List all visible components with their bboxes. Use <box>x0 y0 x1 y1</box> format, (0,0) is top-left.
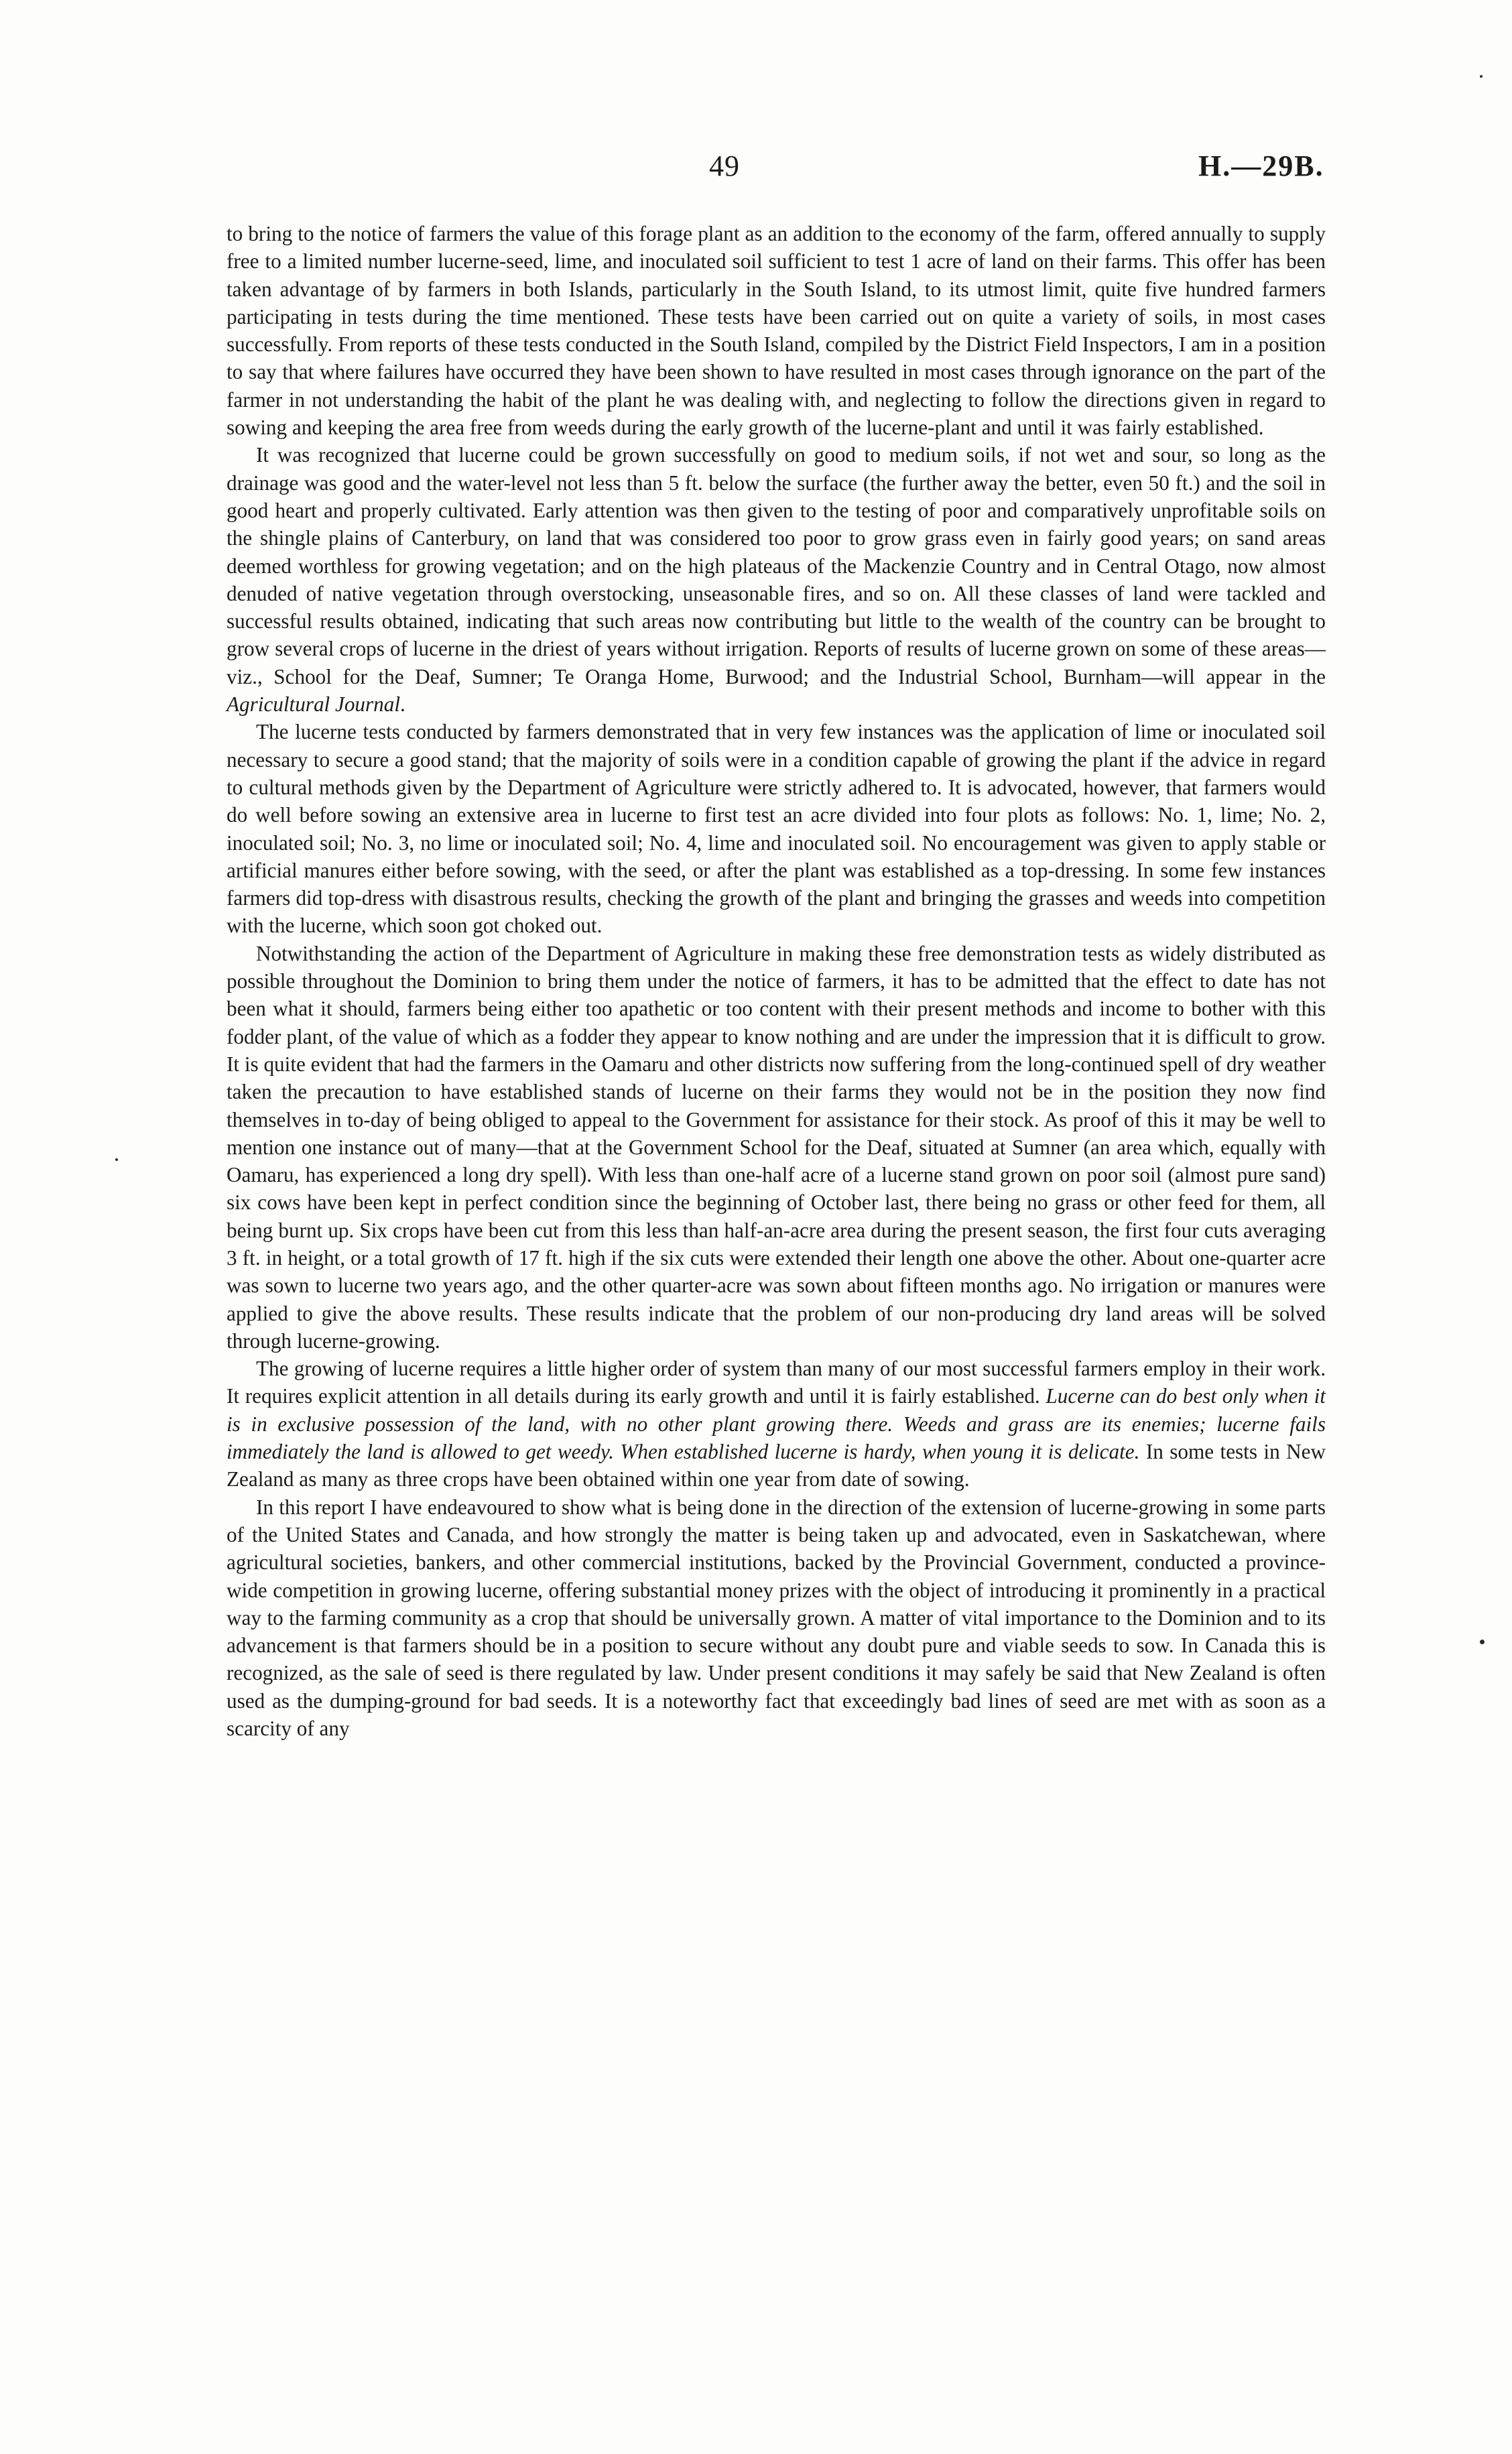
paragraph: It was recognized that lucerne could be grown successfully on good to medium soils, if not wet and sour, so long as the drainage was good and the water-level not less than 5 ft. below the surface (the further away the better, even 50 ft.) and the soil in good heart and properly cultivated. Early attention was then given to the testing of poor and comparatively unprofitable soils on the shingle plains of Canterbury, on land that was considered too poor to grow grass even in fairly good years; on sand areas deemed worthless for growing vegetation; and on the high plateaus of the Mackenzie Country and in Central Otago, now almost denuded of native vegetation through overstocking, unseasonable fires, and so on. All these classes of land were tackled and successful results obtained, indicating that such areas now contributing but little to the wealth of the country can be brought to grow several crops of lucerne in the driest of years without irrigation. Reports of results of lucerne grown on some of these areas—viz., School for the Deaf, Sumner; Te Oranga Home, Burwood; and the Industrial School, Burnham—will appear in the Agricultural Journal. <box>227 443 1326 717</box>
margin-speck <box>1480 1640 1485 1644</box>
page-header <box>0 149 1512 189</box>
paragraph: The growing of lucerne requires a little higher order of system than many of our most successful farmers employ in their work. It requires explicit attention in all details during its early growth and until it is fairly established. Lucerne can do best only when it is in exclusive possession of the land, with no other plant growing there. Weeds and grass are its enemies; lucerne fails immediately the land is allowed to get weedy. When established lucerne is hardy, when young it is delicate. In some tests in New Zealand as many as three crops have been obtained within one year from date of sowing. <box>227 1357 1326 1491</box>
journal-title: Agricultural Journal <box>227 692 401 717</box>
paragraph: The lucerne tests conducted by farmers demonstrated that in very few instances was the application of lime or inoculated soil necessary to secure a good stand; that the majority of soils were in a condition capable of growing the plant if the advice in regard to cultural methods given by the Department of Agriculture were strictly adhered to. It is advocated, however, that farmers would do well before sowing an extensive area in lucerne to first test an acre divided into four plots as follows: No. 1, lime; No. 2, inoculated soil; No. 3, no lime or inoculated soil; No. 4, lime and inoculated soil. No encouragement was given to apply stable or artificial manures either before sowing, with the seed, or after the plant was established as a top-dressing. In some few instances farmers did top-dress with disastrous results, checking the growth of the plant and bringing the grasses and weeds into competition with the lucerne, which soon got choked out. <box>227 720 1326 938</box>
paragraph: In this report I have endeavoured to show what is being done in the direction of the extension of lucerne-growing in some parts of the United States and Canada, and how strongly the matter is being taken up and advocated, even in Saskatchewan, where agricultural societies, bankers, and other commercial institutions, backed by the Provincial Government, conducted a province-wide competition in growing lucerne, offering substantial money prizes with the object of introducing it prominently in a practical way to the farming community as a crop that should be universally grown. A matter of vital importance to the Dominion and to its advancement is that farmers should be in a position to secure without any doubt pure and viable seeds to sow. In Canada this is recognized, as the sale of seed is there regulated by law. Under present conditions it may safely be said that New Zealand is often used as the dumping-ground for bad seeds. It is a noteworthy fact that exceedingly bad lines of seed are met with as soon as a scarcity of any <box>227 1495 1326 1741</box>
margin-speck <box>115 1158 118 1161</box>
margin-speck <box>1480 75 1483 78</box>
body-text <box>227 220 1326 1742</box>
emphasized-passage: Lucerne can do best only when it is in exclusive possession of the land, with no other plant growing there. Weeds and grass are its enemies; lucerne fails immediately the land is allowed to get weedy. When established lucerne is hardy, when young it is delicate. <box>227 1384 1326 1464</box>
paragraph: Notwithstanding the action of the Department of Agriculture in making these free demonstration tests as widely distributed as possible throughout the Dominion to bring them under the notice of farmers, it has to be admitted that the effect to date has not been what it should, farmers being either too apathetic or too content with their present methods and income to bother with this fodder plant, of the value of which as a fodder they appear to know nothing and are under the impression that it is difficult to grow. It is quite evident that had the farmers in the Oamaru and other districts now suffering from the long-continued spell of dry weather taken the precaution to have established stands of lucerne on their farms they would not be in the position they now find themselves in to-day of being obliged to appeal to the Government for assistance for their stock. As proof of this it may be well to mention one instance out of many—that at the Government School for the Deaf, situated at Sumner (an area which, equally with Oamaru, has experienced a long dry spell). With less than one-half acre of a lucerne stand grown on poor soil (almost pure sand) six cows have been kept in perfect condition since the beginning of October last, there being no grass or other feed for them, all being burnt up. Six crops have been cut from this less than half-an-acre area during the present season, the first four cuts averaging 3 ft. in height, or a total growth of 17 ft. high if the six cuts were extended their length one above the other. About one-quarter acre was sown to lucerne two years ago, and the other quarter-acre was sown about fifteen months ago. No irrigation or manures were applied to give the above results. These results indicate that the problem of our non-producing dry land areas will be solved through lucerne-growing. <box>227 941 1326 1353</box>
paragraph: to bring to the notice of farmers the value of this forage plant as an addition to the economy of the farm, offered annually to supply free to a limited number lucerne-seed, lime, and inoculated soil sufficient to test 1 acre of land on their farms. This offer has been taken advantage of by farmers in both Islands, particularly in the South Island, to its utmost limit, quite five hundred farmers participating in tests during the time mentioned. These tests have been carried out on quite a variety of soils, in most cases successfully. From reports of these tests conducted in the South Island, compiled by the District Field Inspectors, I am in a position to say that where failures have occurred they have been shown to have resulted in most cases through ignorance on the part of the farmer in not understanding the habit of the plant he was dealing with, and neglecting to follow the directions given in regard to sowing and keeping the area free from weeds during the early growth of the lucerne-plant and until it was fairly established. <box>227 222 1326 440</box>
document-reference: H.—29B. <box>1198 149 1324 182</box>
page-number: 49 <box>709 149 740 182</box>
